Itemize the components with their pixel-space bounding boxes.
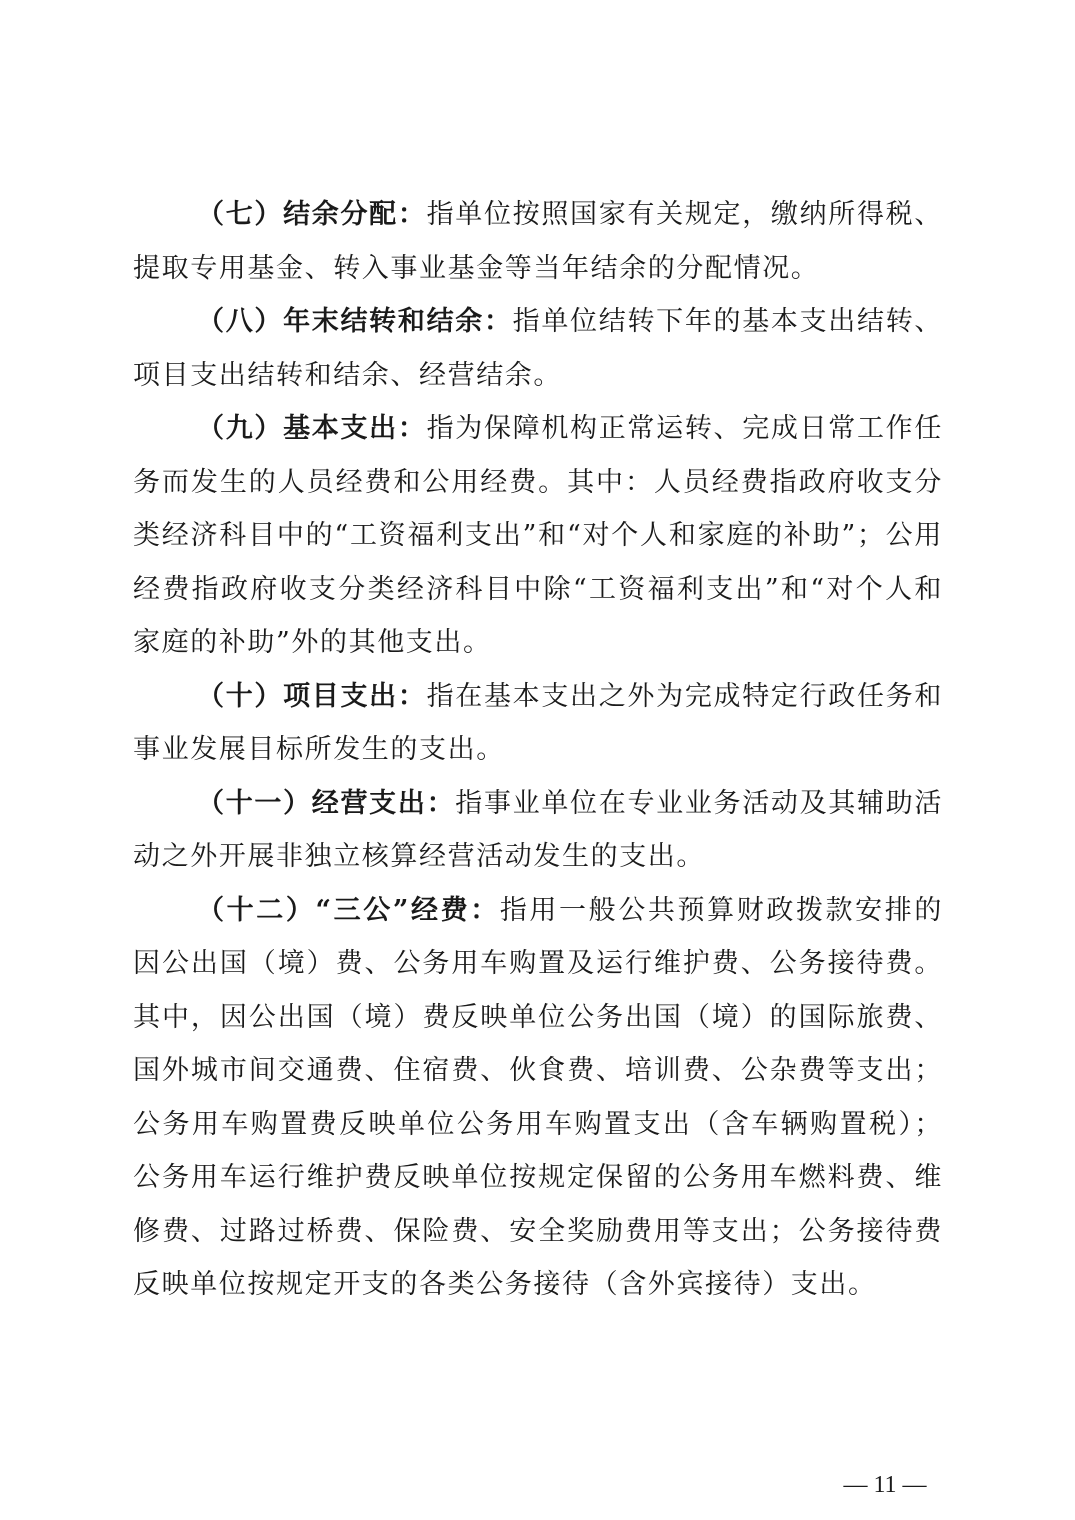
- paragraph-heading: （七）结余分配：: [197, 199, 427, 230]
- paragraph-text: 指为保障机构正常运转、完成日常工作任务而发生的人员经费和公用经费。其中：人员经费指政府收支分类经济科目中的“工资福利支出”和“对个人和家庭的补助”；公用经费指政府收支分类经济科目中除“工资福利支出”和“对个人和家庭的补助”外的其他支出。: [133, 413, 943, 658]
- paragraph-surplus-distribution: [133, 188, 943, 295]
- paragraph-three-public-expenses: [133, 884, 943, 1312]
- paragraph-heading: （十一）经营支出：: [197, 787, 456, 819]
- paragraph-basic-expenditure: [133, 402, 943, 670]
- document-body: [133, 188, 943, 1312]
- paragraph-operating-expenditure: [133, 777, 943, 884]
- paragraph-year-end-carryover: [133, 295, 943, 402]
- paragraph-text: 指事业单位在专业业务活动及其辅助活动之外开展非独立核算经营活动发生的支出。: [133, 787, 943, 872]
- paragraph-text: 指单位按照国家有关规定，缴纳所得税、提取专用基金、转入事业基金等当年结余的分配情况。: [133, 199, 943, 284]
- paragraph-heading: （十）项目支出：: [197, 680, 427, 712]
- paragraph-heading: （八）年末结转和结余：: [197, 306, 513, 337]
- paragraph-text: 指用一般公共预算财政拨款安排的因公出国（境）费、公务用车购置及运行维护费、公务接待费。其中，因公出国（境）费反映单位公务出国（境）的国际旅费、国外城市间交通费、住宿费、伙食费、培训费、公杂费等支出；公务用车购置费反映单位公务用车购置支出（含车辆购置税）；公务用车运行维护费反映单位按规定保留的公务用车燃料费、维修费、过路过桥费、保险费、安全奖励费用等支出；公务接待费反映单位按规定开支的各类公务接待（含外宾接待）支出。: [133, 894, 943, 1300]
- paragraph-text: 指在基本支出之外为完成特定行政任务和事业发展目标所发生的支出。: [133, 680, 943, 765]
- paragraph-heading: （九）基本支出：: [197, 413, 427, 444]
- paragraph-heading: （十二）“三公”经费：: [197, 894, 500, 926]
- paragraph-project-expenditure: [133, 670, 943, 777]
- page-number: — 11 —: [843, 1472, 927, 1498]
- paragraph-text: 指单位结转下年的基本支出结转、项目支出结转和结余、经营结余。: [133, 306, 943, 391]
